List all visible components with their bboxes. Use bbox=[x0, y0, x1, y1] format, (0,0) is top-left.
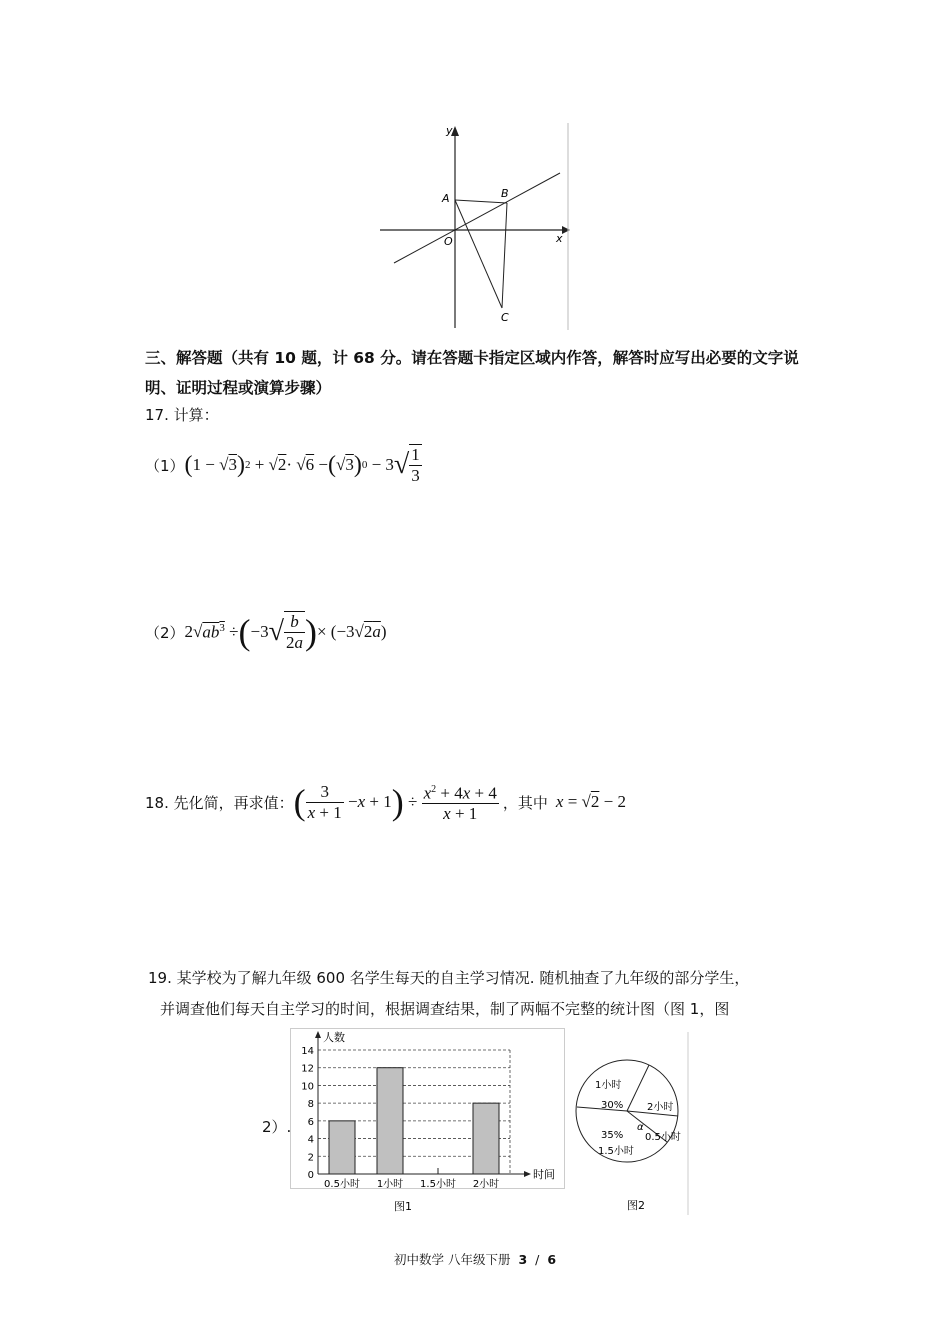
q17-title: 17. 计算： bbox=[145, 406, 219, 424]
label-x: x bbox=[556, 232, 563, 245]
bar-category-label: 2小时 bbox=[472, 1179, 500, 1190]
pie-title: 图2 bbox=[627, 1199, 645, 1212]
bar-ytick-label: 0 bbox=[307, 1170, 314, 1181]
q19-line2: 并调查他们每天自主学习的时间，根据调查结果，制了两幅不完整的统计图（图 1，图 bbox=[160, 1000, 730, 1018]
label-c: C bbox=[501, 311, 509, 324]
bar-y-arrow bbox=[315, 1031, 321, 1038]
q17-part1 bbox=[145, 440, 422, 490]
pie-label-1h: 1小时 bbox=[595, 1080, 622, 1091]
q17-part2 bbox=[145, 605, 387, 659]
footer-text: 初中数学 八年级下册 bbox=[393, 1252, 511, 1267]
bar-category-label: 1.5小时 bbox=[420, 1179, 456, 1190]
bar-chart bbox=[290, 1028, 565, 1218]
q17-part2-label: （2） bbox=[145, 623, 185, 642]
bar-category-label: 1小时 bbox=[376, 1179, 404, 1190]
coordinate-figure bbox=[370, 118, 575, 333]
footer-sep: / bbox=[535, 1252, 540, 1267]
pie-label-2h: 2小时 bbox=[647, 1102, 674, 1113]
label-y: y bbox=[446, 124, 453, 137]
bar-ytick-label: 6 bbox=[307, 1116, 314, 1128]
q18-expression: ( $\frac{3}{x + 1}$ − x + 1 ) ÷ $\frac{x^2 + 4x + 4}{x + 1}$ bbox=[293, 781, 497, 824]
bar-title: 图1 bbox=[394, 1200, 412, 1213]
q18-prefix: 18. 先化简，再求值： bbox=[145, 793, 294, 812]
label-b: B bbox=[501, 187, 509, 200]
pie-value-15h: 35% bbox=[601, 1130, 624, 1141]
q18 bbox=[145, 777, 626, 827]
q18-condition: x = √2 − 2 bbox=[555, 792, 626, 811]
bar-x-arrow bbox=[524, 1171, 531, 1177]
bar-ytick-label: 2 bbox=[307, 1152, 314, 1164]
bar-3 bbox=[473, 1103, 499, 1174]
pie-label-15h: 1.5小时 bbox=[598, 1146, 634, 1157]
q17-part2-formula: 2√ $ab^3$ ÷ ( −3 √ $\frac{b}{2a}$ ) × (−3√ 2a ) bbox=[184, 612, 387, 652]
q18-mid: ，其中 bbox=[502, 793, 548, 812]
q17-part1-formula: ( 1 − √ 3 ) 2 + √ 2 · √ 6 − ( √ 3 ) 0 − 3 √ $\frac{1}{3}$ bbox=[184, 445, 420, 485]
bar-1 bbox=[377, 1068, 403, 1174]
segment-ac bbox=[455, 200, 502, 308]
bar-ytick-label: 10 bbox=[301, 1081, 314, 1093]
pie-label-05h: 0.5小时 bbox=[645, 1132, 681, 1143]
bar-ytick-label: 8 bbox=[307, 1099, 314, 1111]
segment-bc bbox=[502, 203, 507, 308]
bar-ytick-label: 4 bbox=[307, 1134, 314, 1146]
footer-total: 6 bbox=[547, 1252, 557, 1267]
segment-ab bbox=[455, 200, 507, 203]
pie-angle-label: α bbox=[637, 1122, 644, 1133]
page-footer bbox=[0, 1250, 950, 1268]
label-o: O bbox=[444, 235, 453, 248]
bar-category-label: 0.5小时 bbox=[324, 1179, 360, 1190]
pie-chart bbox=[565, 1030, 695, 1220]
bar-0 bbox=[329, 1121, 355, 1174]
q19-line3: 2）. bbox=[262, 1118, 292, 1136]
pie-value-1h: 30% bbox=[601, 1100, 624, 1111]
label-a: A bbox=[442, 192, 450, 205]
q19-line1: 19. 某学校为了解九年级 600 名学生每天的自主学习情况. 随机抽查了九年级的部分学生， bbox=[148, 969, 750, 987]
bar-ylabel: 人数 bbox=[323, 1031, 345, 1044]
bar-ytick-label: 12 bbox=[301, 1063, 314, 1075]
x-axis-arrow bbox=[562, 226, 570, 234]
section-title: 三、解答题（共有 10 题，计 68 分。请在答题卡指定区域内作答，解答时应写出必要的文字说明、证明过程或演算步骤） bbox=[145, 349, 799, 397]
footer-page: 3 bbox=[518, 1252, 528, 1267]
q17-part1-label: （1） bbox=[145, 456, 185, 475]
bar-ytick-label: 14 bbox=[301, 1046, 314, 1057]
bar-xlabel: 时间 bbox=[533, 1168, 555, 1181]
